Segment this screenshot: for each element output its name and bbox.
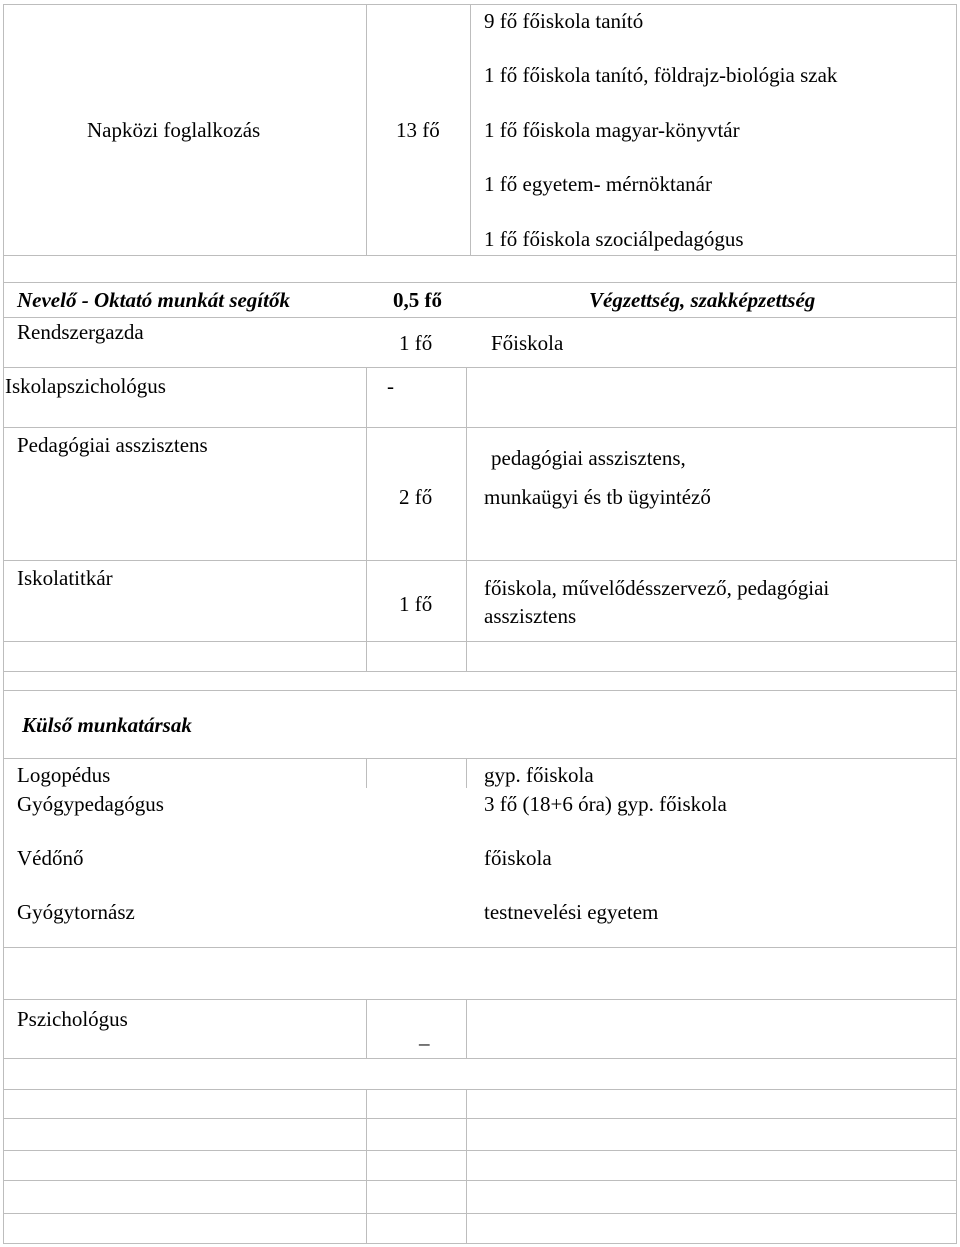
row-divider bbox=[3, 671, 957, 672]
gyogytornasz-qual: testnevelési egyetem bbox=[484, 900, 659, 924]
row-divider bbox=[3, 255, 957, 256]
iskolatitkar-qual: asszisztens bbox=[484, 604, 577, 628]
column-divider bbox=[466, 367, 467, 642]
gyogytornasz-label: Gyógytornász bbox=[17, 900, 135, 924]
column-divider bbox=[470, 4, 471, 256]
column-divider bbox=[366, 4, 367, 256]
pedasszisztens-qual: pedagógiai asszisztens, bbox=[491, 446, 686, 470]
pszichologus-label: Pszichológus bbox=[17, 1007, 128, 1031]
row-divider bbox=[3, 1180, 957, 1181]
napkozi-qual: 1 fő főiskola tanító, földrajz-biológia szak bbox=[484, 63, 838, 87]
napkozi-qual: 9 fő főiskola tanító bbox=[484, 9, 644, 33]
qualification-heading: Végzettség, szakképzettség bbox=[589, 288, 816, 312]
column-divider bbox=[366, 758, 367, 788]
row-divider bbox=[3, 1118, 957, 1119]
pedasszisztens-label: Pedagógiai asszisztens bbox=[17, 433, 208, 457]
column-divider bbox=[466, 999, 467, 1059]
iskolapszichologus-count: - bbox=[387, 374, 394, 398]
iskolatitkar-count: 1 fő bbox=[399, 592, 433, 616]
table-border bbox=[3, 1243, 957, 1244]
column-divider bbox=[366, 999, 367, 1059]
iskolatitkar-qual: főiskola, művelődésszervező, pedagógiai bbox=[484, 576, 830, 600]
rendszergazda-label: Rendszergazda bbox=[17, 320, 144, 344]
row-divider bbox=[3, 1213, 957, 1214]
rendszergazda-qual: Főiskola bbox=[491, 331, 564, 355]
row-divider bbox=[3, 641, 957, 642]
napkozi-label: Napközi foglalkozás bbox=[87, 118, 261, 142]
column-divider bbox=[366, 641, 367, 671]
row-divider bbox=[3, 560, 957, 561]
row-divider bbox=[3, 758, 957, 759]
logopedus-label: Logopédus bbox=[17, 763, 111, 787]
row-divider bbox=[3, 999, 957, 1000]
gyogypedagogus-label: Gyógypedagógus bbox=[17, 792, 164, 816]
column-divider bbox=[366, 1089, 367, 1244]
pszichologus-count: _ bbox=[419, 1024, 430, 1048]
helpers-count: 0,5 fő bbox=[393, 288, 442, 312]
column-divider bbox=[466, 641, 467, 671]
row-divider bbox=[3, 1150, 957, 1151]
row-divider bbox=[3, 690, 957, 691]
rendszergazda-count: 1 fő bbox=[399, 331, 433, 355]
pedasszisztens-count: 2 fő bbox=[399, 485, 433, 509]
table-border bbox=[3, 4, 957, 5]
napkozi-qual: 1 fő főiskola magyar-könyvtár bbox=[484, 118, 740, 142]
row-divider bbox=[3, 282, 957, 283]
napkozi-qual: 1 fő egyetem- mérnöktanár bbox=[484, 172, 712, 196]
iskolapszichologus-label: Iskolapszichológus bbox=[5, 374, 166, 398]
gyogypedagogus-qual: 3 fő (18+6 óra) gyp. főiskola bbox=[484, 792, 727, 816]
row-divider bbox=[3, 1058, 957, 1059]
helpers-heading: Nevelő - Oktató munkát segítők bbox=[17, 288, 290, 312]
row-divider bbox=[3, 1089, 957, 1090]
logopedus-qual: gyp. főiskola bbox=[484, 763, 594, 787]
column-divider bbox=[466, 758, 467, 788]
napkozi-qual: 1 fő főiskola szociálpedagógus bbox=[484, 227, 744, 251]
vedono-label: Védőnő bbox=[17, 846, 84, 870]
external-heading: Külső munkatársak bbox=[22, 713, 192, 737]
row-divider bbox=[3, 427, 957, 428]
row-divider bbox=[3, 367, 957, 368]
vedono-qual: főiskola bbox=[484, 846, 552, 870]
iskolatitkar-label: Iskolatitkár bbox=[17, 566, 113, 590]
column-divider bbox=[366, 367, 367, 642]
napkozi-count: 13 fő bbox=[396, 118, 440, 142]
column-divider bbox=[466, 1089, 467, 1244]
row-divider bbox=[3, 947, 957, 948]
row-divider bbox=[3, 317, 957, 318]
pedasszisztens-qual: munkaügyi és tb ügyintéző bbox=[484, 485, 711, 509]
